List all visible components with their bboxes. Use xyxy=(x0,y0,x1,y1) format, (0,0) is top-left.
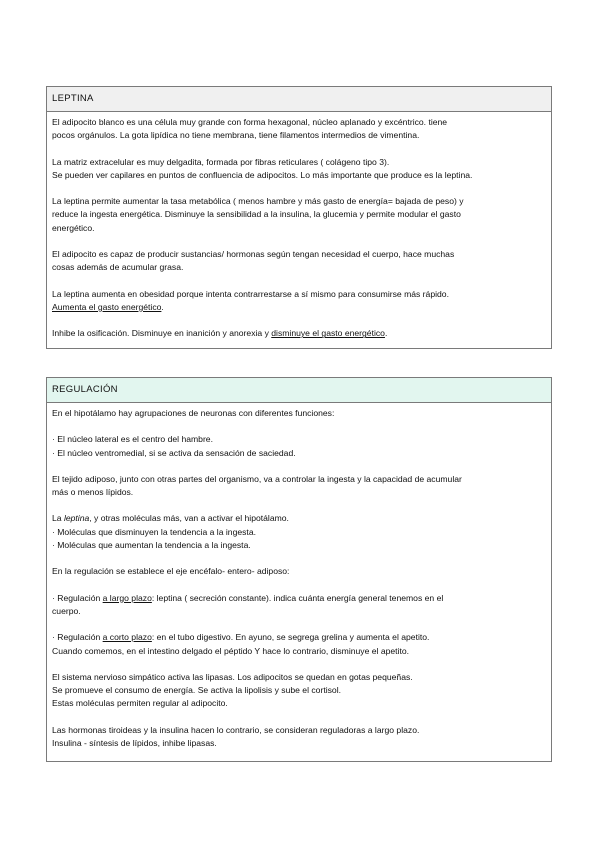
list-item: · Moléculas que aumentan la tendencia a la ingesta. xyxy=(52,540,251,551)
text-fragment: : en el tubo digestivo. En ayuno, se segrega grelina y aumenta el apetito. xyxy=(151,632,430,643)
text-line: El adipocito es capaz de producir sustancias/ hormonas según tengan necesidad el cuerpo, hace muchas xyxy=(52,249,455,260)
section-title: LEPTINA xyxy=(47,87,551,112)
underlined-text: Aumenta el gasto energético xyxy=(52,301,162,312)
underlined-text: a largo plazo xyxy=(102,592,152,603)
paragraph xyxy=(52,433,545,460)
paragraph xyxy=(52,671,545,711)
text-line: El sistema nervioso simpático activa las lipasas. Los adipocitos se quedan en gotas pequeñas. xyxy=(52,671,413,682)
regulacion-section xyxy=(46,377,552,762)
text-line: El tejido adiposo, junto con otras partes del organismo, va a controlar la ingesta y la capacidad de acumular xyxy=(52,473,462,484)
text-fragment: . xyxy=(384,328,388,339)
text-line: Insulina - síntesis de lípidos, inhibe lipasas. xyxy=(52,738,217,749)
paragraph xyxy=(52,327,545,340)
paragraph xyxy=(52,473,545,500)
text-fragment: Inhibe la osificación. Disminuye en inanición y anorexia y xyxy=(52,328,272,339)
text-fragment: , y otras moléculas más, van a activar el hipotálamo. xyxy=(89,513,289,524)
text-line: cuerpo. xyxy=(52,605,81,616)
text-fragment: · Regulación xyxy=(52,632,103,643)
text-line: Se promueve el consumo de energía. Se activa la lipolisis y sube el cortisol. xyxy=(52,685,341,696)
paragraph xyxy=(52,288,545,315)
paragraph xyxy=(52,116,545,143)
list-item: · El núcleo ventromedial, si se activa da sensación de saciedad. xyxy=(52,447,296,458)
underlined-text: a corto plazo xyxy=(102,632,152,643)
list-item: · Moléculas que disminuyen la tendencia a la ingesta. xyxy=(52,526,256,537)
text-line: Estas moléculas permiten regular al adipocito. xyxy=(52,698,228,709)
text-line: La leptina aumenta en obesidad porque intenta contrarrestarse a sí mismo para consumirse más rápido. xyxy=(52,288,449,299)
text-line: En la regulación se establece el eje encéfalo- entero- adiposo: xyxy=(52,566,290,577)
text-fragment: La xyxy=(52,513,64,524)
paragraph xyxy=(52,512,545,552)
text-line: Las hormonas tiroideas y la insulina hacen lo contrario, se consideran reguladoras a largo plazo. xyxy=(52,724,420,735)
paragraph xyxy=(52,724,545,751)
paragraph xyxy=(52,407,545,420)
text-line: pocos orgánulos. La gota lipídica no tiene membrana, tiene filamentos intermedios de vimentina. xyxy=(52,130,420,141)
leptina-section xyxy=(46,86,552,349)
text-line: La leptina permite aumentar la tasa metabólica ( menos hambre y más gasto de energía= bajada de peso) y xyxy=(52,196,464,207)
paragraph xyxy=(52,592,545,619)
paragraph xyxy=(52,195,545,235)
paragraph xyxy=(52,156,545,183)
text-line: El adipocito blanco es una célula muy grande con forma hexagonal, núcleo aplanado y excéntrico. tiene xyxy=(52,117,448,127)
text-fragment: . xyxy=(161,301,164,312)
paragraph xyxy=(52,631,545,658)
list-item: · El núcleo lateral es el centro del hambre. xyxy=(52,434,213,445)
text-fragment: : leptina ( secreción constante). indica cuánta energía general tenemos en el xyxy=(151,592,444,603)
underlined-text: disminuye el gasto energético xyxy=(271,328,385,339)
section-title: REGULACIÓN xyxy=(47,378,551,403)
text-fragment: · Regulación xyxy=(52,592,103,603)
section-body xyxy=(47,403,551,756)
text-line: reduce la ingesta energética. Disminuye la sensibilidad a la insulina, la glucemia y permite modular el gasto xyxy=(52,209,461,220)
paragraph xyxy=(52,565,545,578)
text-line: energético. xyxy=(52,222,95,233)
paragraph xyxy=(52,248,545,275)
text-line: Se pueden ver capilares en puntos de confluencia de adipocitos. Lo más importante que produce es la leptina. xyxy=(52,169,473,180)
text-line: La matriz extracelular es muy delgadita, formada por fibras reticulares ( colágeno tipo 3). xyxy=(52,156,390,167)
text-line: más o menos lípidos. xyxy=(52,487,134,498)
italic-text: leptina xyxy=(63,513,90,524)
text-line: En el hipotálamo hay agrupaciones de neuronas con diferentes funciones: xyxy=(52,408,335,418)
text-line: cosas además de acumular grasa. xyxy=(52,262,184,273)
text-line: Cuando comemos, en el intestino delgado el péptido Y hace lo contrario, disminuye el apetito. xyxy=(52,645,410,656)
section-body xyxy=(47,112,551,347)
